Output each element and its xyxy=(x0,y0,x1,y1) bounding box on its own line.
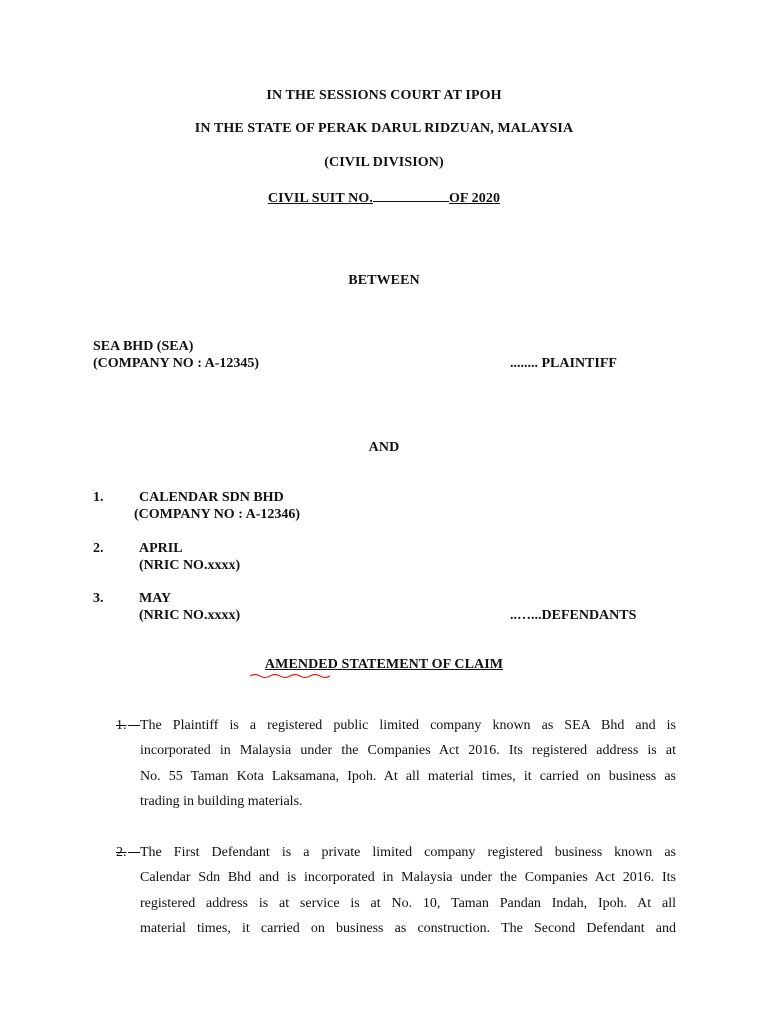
plaintiff-company-no: (COMPANY NO : A-12345) xyxy=(93,356,260,371)
spellcheck-underline xyxy=(250,673,330,679)
paragraph-1-line-1: The Plaintiff is a registered public limited company known as SEA Bhd and is xyxy=(140,718,676,733)
document-title xyxy=(0,657,768,673)
defendant-1-id: (COMPANY NO : A-12346) xyxy=(134,507,301,522)
plaintiff-name: SEA BHD (SEA) xyxy=(93,339,194,354)
plaintiff-role: ........ PLAINTIFF xyxy=(510,356,617,371)
paragraph-1-line-4: trading in building materials. xyxy=(140,793,303,809)
paragraph-2-line-3: registered address is at service is at No. 10, Taman Pandan Indah, Ipoh. At all xyxy=(140,895,676,911)
suit-suffix: OF 2020 xyxy=(448,191,501,206)
court-header-line-2: IN THE STATE OF PERAK DARUL RIDZUAN, MALAYSIA xyxy=(194,121,574,136)
defendant-1-name: CALENDAR SDN BHD xyxy=(139,490,284,505)
defendant-2-name: APRIL xyxy=(139,541,183,556)
civil-suit-number xyxy=(0,189,768,207)
defendant-3-name: MAY xyxy=(139,591,172,606)
between-label: BETWEEN xyxy=(348,273,420,288)
suit-prefix: CIVIL SUIT NO. xyxy=(267,191,373,206)
paragraph-1-line-2: incorporated in Malaysia under the Companies Act 2016. Its registered address is at xyxy=(140,743,676,759)
defendant-3-id: (NRIC NO.xxxx) xyxy=(139,608,241,623)
paragraph-2-line-4: material times, it carried on business as construction. The Second Defendant and xyxy=(140,920,676,936)
paragraph-2-line-1: The First Defendant is a private limited company registered business known as xyxy=(140,845,676,860)
paragraph-2-line-2: Calendar Sdn Bhd and is incorporated in Malaysia under the Companies Act 2016. Its xyxy=(140,870,676,886)
paragraph-2-number: 2. xyxy=(116,840,140,865)
defendant-3-number: 3. xyxy=(93,591,104,606)
defendant-2-id: (NRIC NO.xxxx) xyxy=(139,558,241,573)
title-amended: AMENDED xyxy=(264,657,338,672)
court-header-line-3: (CIVIL DIVISION) xyxy=(324,155,444,170)
paragraph-1-number: 1. xyxy=(116,713,140,738)
and-label: AND xyxy=(368,440,400,455)
defendant-1-number: 1. xyxy=(93,490,104,505)
paragraph-1-line-3: No. 55 Taman Kota Laksamana, Ipoh. At all material times, it carried on business as xyxy=(140,768,676,784)
title-rest: STATEMENT OF CLAIM xyxy=(337,657,504,672)
court-header-line-1: IN THE SESSIONS COURT AT IPOH xyxy=(266,88,502,103)
suit-number-blank xyxy=(373,189,449,202)
defendants-role: ..…...DEFENDANTS xyxy=(510,608,637,623)
defendant-2-number: 2. xyxy=(93,541,104,556)
